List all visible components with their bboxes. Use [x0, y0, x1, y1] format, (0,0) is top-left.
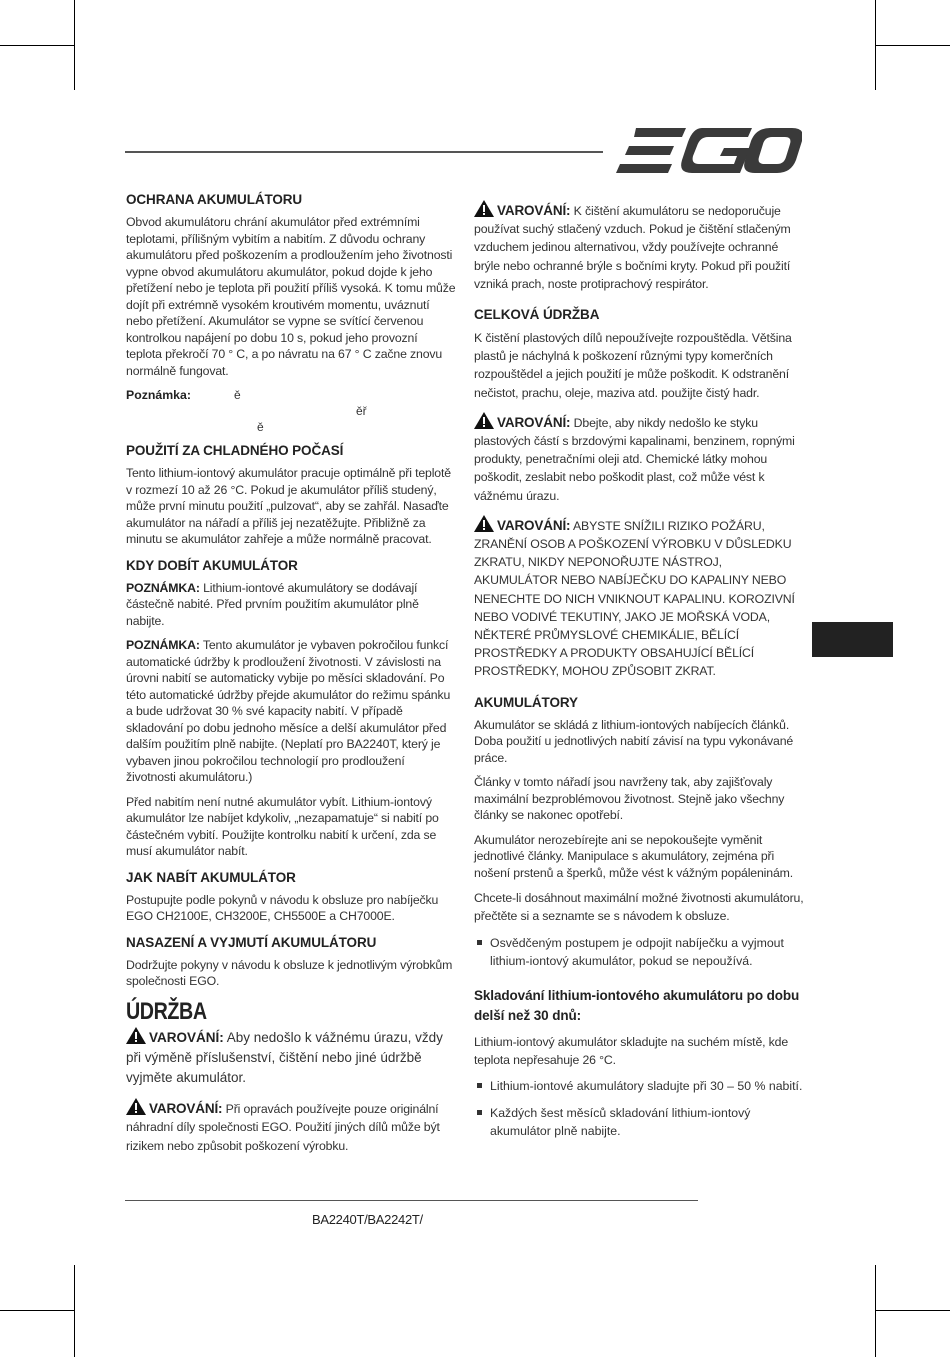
list-item: Lithium-iontové akumulátory sladujte při 30 – 50 % nabití.: [474, 1077, 804, 1095]
note-label: Poznámka:: [126, 388, 191, 402]
footer-model: BA2240T/BA2242T/: [312, 1212, 423, 1227]
maintenance-warning-2: VAROVÁNÍ: Při opravách používejte pouze originální náhradní díly společnosti EGO. Použití jiných dílů může být rizikem nebo způsobit poškození výrobku.: [126, 1098, 456, 1156]
warning-icon: [126, 1027, 146, 1044]
batteries-text-3: Akumulátor nerozebírejte ani se nepokoušejte vyměnit jednotlivé články. Manipulace s akumulátory, zejména při nošení prstenů a šperků, může vést k vážným popáleninám.: [474, 832, 794, 880]
list-item: Osvědčeným postupem je odpojit nabíječku a vyjmout lithium-iontový akumulátor, pokud se nepoužívá.: [474, 934, 804, 970]
note-fragment: ě: [257, 420, 264, 434]
section-title-batteries: AKUMULÁTORY: [474, 694, 578, 710]
language-tab: [812, 622, 893, 657]
crop-mark: [875, 45, 950, 46]
plastic-warning: VAROVÁNÍ: Dbejte, aby nikdy nedošlo ke styku plastových částí s brzdovými kapalinami, benzinem, ropnými produkty, penetračními oleji atd. Chemické látky mohou poškodit, zeslabit nebo poškodit plast, což může vést k vážnému úrazu.: [474, 412, 804, 505]
cold-weather-text: Tento lithium-iontový akumulátor pracuje optimálně při teplotě v rozmezí 10 až 26 °C. Pokud je akumulátor příliš studený, může první minutu použití „pulzovat“, aby se zahřál. Nasaďte akumulátor na nářadí a příliš jej nezatěžujte. Přibližně za minutu se akumulátor zahřeje a může normálně pracovat.: [126, 466, 451, 546]
batteries-text-4: Chcete-li dosáhnout maximální možné životnosti akumulátoru, přečtěte si a seznamte se s návodem k obsluze.: [474, 891, 804, 924]
storage-text: Lithium-iontový akumulátor skladujte na suchém místě, kde teplota nepřesahuje 26 °C.: [474, 1034, 789, 1068]
section-title-cold-weather: POUŽITÍ ZA CHLADNÉHO POČASÍ: [126, 443, 344, 458]
section-title-battery-protection: OCHRANA AKUMULÁTORU: [126, 192, 303, 207]
list-item: Každých šest měsíců skladování lithium-iontový akumulátor plně nabijte.: [474, 1104, 804, 1140]
cleaning-warning: VAROVÁNÍ: K čištění akumulátoru se nedoporučuje používat suchý stlačený vzduch. Pokud je čištění stlačeným vzduchem jedinou alternativou, vždy používejte ochranné brýle nebo ochranné brýle s bočními kryty. Pokud při použití vzniká prach, noste protiprachový respirátor.: [474, 200, 804, 293]
section-title-how-to-charge: JAK NABÍT AKUMULÁTOR: [126, 869, 296, 885]
crop-mark: [875, 1310, 950, 1311]
batteries-text-1: Akumulátor se skládá z lithium-iontových nabíjecích článků. Doba použití u jednotlivých nabití závisí na typu vykonávané práce.: [474, 717, 794, 765]
crop-mark: [74, 0, 75, 90]
note-row: [126, 387, 456, 437]
crop-mark: [875, 0, 876, 90]
warning-icon: [474, 412, 494, 429]
general-maintenance-text: K čistění plastových dílů nepoužívejte rozpouštědla. Většina plastů je náchylná k poškození různými typy komerčních rozpouštědel a jejich použití je může poškodit. K odstranění nečistot, prachu, oleje, maziva atd. použijte čistý hadr.: [474, 331, 792, 400]
batteries-text-2: Články v tomto nářadí jsou navrženy tak, aby zajišťovaly maximální bezproblémovou životnost. Stejně jako všechny články se nakonec opotřebí.: [474, 775, 785, 823]
ego-logo: [616, 128, 802, 174]
crop-mark: [0, 1310, 75, 1311]
charge-text: Před nabitím není nutné akumulátor vybít. Lithium-iontový akumulátor lze nabíjet kdykoliv, „nezapamatuje“ si nabití po částečném vybití. Použijte kontrolku nabití k určení, zda se musí akumulátor nabít.: [126, 794, 439, 858]
section-title-when-to-charge: KDY DOBÍT AKUMULÁTOR: [126, 557, 298, 573]
note-fragment: ě: [234, 388, 241, 402]
warning-icon: [474, 515, 494, 532]
left-column: [126, 192, 456, 1163]
header-rule: [125, 151, 603, 153]
section-title-general-maintenance: CELKOVÁ ÚDRŽBA: [474, 307, 600, 323]
charge-note-1: POZNÁMKA: Lithium-iontové akumulátory se dodávají částečně nabité. Před prvním použitím akumulátor plně nabijte.: [126, 580, 419, 628]
crop-mark: [875, 1265, 876, 1357]
warning-icon: [474, 200, 494, 217]
maintenance-warning-1: VAROVÁNÍ: Aby nedošlo k vážnému úrazu, vždy při výměně příslušenství, čištění nebo jiné údržbě vyjměte akumulátor.: [126, 1027, 456, 1088]
insert-remove-text: Dodržujte pokyny v návodu k obsluze k jednotlivým výrobkům společnosti EGO.: [126, 957, 453, 988]
note-fragment: ěř: [356, 404, 367, 418]
crop-mark: [74, 1265, 75, 1357]
battery-protection-text: Obvod akumulátoru chrání akumulátor před extrémními teplotami, přílišným vybitím a nabitím. Z důvodu ochrany akumulátoru před poškozením a prodloužením jeho životnosti vypne obvod akumulátoru akumulátor, pokud dojde k jeho přetížení nebo je teplota při použití příliš vysoká. K tomu může dojít při extrémně vysokém kroutivém momentu, uváznutí nebo přetížení. Akumulátor se vypne se svítící červenou kontrolkou napájení po dobu 10 s, pokud jeho provozní teplota překročí 70 ° C, a po návratu na 67 ° C začne znovu normálně fungovat.: [126, 215, 456, 378]
right-column: [474, 200, 804, 1148]
maintenance-title: ÚDRŽBA: [126, 997, 207, 1025]
warning-icon: [126, 1098, 146, 1115]
footer-rule: [125, 1200, 698, 1201]
section-title-insert-remove: NASAZENÍ A VYJMUTÍ AKUMULÁTORU: [126, 934, 377, 950]
charge-note-2: POZNÁMKA: Tento akumulátor je vybaven pokročilou funkcí automatické údržby k prodloužení životnosti. V závislosti na úrovni nabití se automaticky vybije po měsíci skladování. Po této automatické údržby přejde akumulátor do režimu spánku a bude udržovat 30 % své kapacity nabití. V případě skladování po dobu jednoho měsíce a delší akumulátor před dalším použitím plně nabijte. (Neplatí pro BA2240T, který je vybaven jinou pokročilou technologií pro prodloužení životnosti akumulátoru.): [126, 638, 451, 784]
fire-warning: VAROVÁNÍ: ABYSTE SNÍŽILI RIZIKO POŽÁRU, ZRANĚNÍ OSOB A POŠKOZENÍ VÝROBKU V DŮSLEDKU ZKRATU, NIKDY NEPONOŘUJTE NÁSTROJ, AKUMULÁTOR NEBO NABÍJEČKU DO KAPALINY NEBO NENECHTE DO NICH VNIKNOUT KAPALINU. KOROZIVNÍ NEBO VODIVÉ TEKUTINY, JAKO JE MOŘSKÁ VODA, NĚKTERÉ PRŮMYSLOVÉ CHEMIKÁLIE, BĚLÍCÍ PROSTŘEDKY A PRODUKTY OBSAHUJÍCÍ BĚLÍCÍ PROSTŘEDKY, MOHOU ZPŮSOBIT ZKRAT.: [474, 515, 804, 681]
how-to-charge-text: Postupujte podle pokynů v návodu k obsluze pro nabíječku EGO CH2100E, CH3200E, CH5500E a CH7000E.: [126, 892, 439, 923]
section-title-storage: Skladování lithium-iontového akumulátoru po dobu delší než 30 dnů:: [474, 987, 800, 1023]
crop-mark: [0, 45, 75, 46]
